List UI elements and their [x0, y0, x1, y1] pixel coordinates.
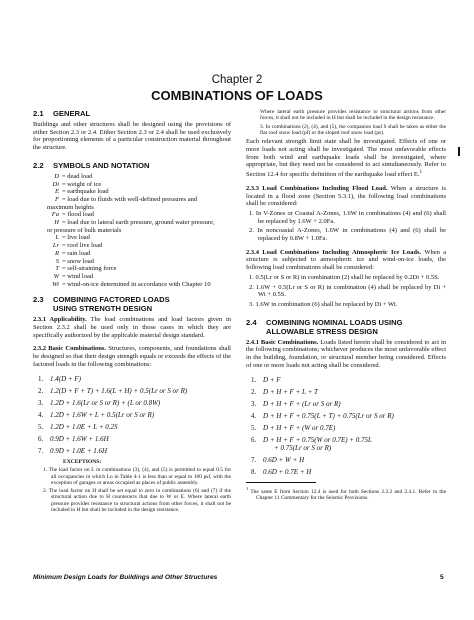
symbol-row: [33, 181, 231, 189]
symbol-definition: = dead load: [62, 172, 93, 180]
equation-number: 1.: [38, 374, 44, 383]
section-2-4-1: 2.4.1 Basic Combinations. Loads listed herein shall be considered to act in the following combinations; whichever produces the most unfavorable effect in the building, foundation, or structural member being considered. Effects of one or more loads not acting shall be considered.: [246, 338, 446, 369]
page-number: 5: [440, 574, 444, 581]
section-heading-2-3: 2.3 COMBINING FACTORED LOADS USING STRENGTH DESIGN: [33, 295, 170, 314]
equation-number: 6.: [38, 434, 44, 443]
symbol-list: [33, 173, 231, 289]
symbol-definition: = wind load: [62, 272, 94, 280]
section-2-3-4: 2.3.4 Load Combinations Including Atmospheric Ice Loads. When a structure is subjected to atmospheric ice and wind-on-ice loads, the following load combinations shall be considered:: [246, 248, 446, 272]
exceptions-title: EXCEPTIONS:: [63, 458, 102, 465]
symbol-row: [33, 173, 231, 181]
strength-equation: [33, 447, 231, 455]
chapter-number: Chapter 2: [211, 74, 263, 86]
footnote-marker: 1: [419, 169, 423, 175]
flood-load-item: 2. In noncoastal A-Zones, 1.6W in combinations (4) and (6) shall be replaced by 0.8W + 1.0Fa.: [249, 227, 446, 243]
asd-equation: [246, 456, 446, 464]
symbol-row: [33, 242, 231, 250]
ice-load-item: 2. 1.6W + 0.5(Lr or S or R) in combination (4) shall be replaced by Di + Wi + 0.5S.: [249, 283, 446, 299]
flood-load-list: [246, 210, 446, 243]
equation-text: D + H + F + (W or 0.7E): [263, 423, 336, 432]
section-2-3-1: 2.3.1 Applicability. The load combinations and load factors given in Section 2.3.2 shall be used only in those cases in which they are specifically authorized by the applicable material design standard.: [33, 316, 232, 339]
equation-number: 7.: [251, 455, 257, 464]
symbol-definition: = load due to fluids with well-defined pressures and: [62, 195, 198, 203]
equation-text: D + H + F + 0.75(L + T) + 0.75(Lr or S or R): [263, 411, 394, 420]
strength-equation: [33, 423, 231, 431]
strength-equation: [33, 375, 231, 383]
equation-number: 8.: [251, 467, 257, 476]
exceptions-list: [33, 467, 231, 513]
ice-load-item: 1. 0.5(Lr or S or R) in combination (2) shall be replaced by 0.2Di + 0.5S.: [249, 273, 440, 281]
symbol-definition: = earthquake load: [62, 188, 109, 196]
symbol-row: [33, 273, 231, 281]
strength-equation-list: [33, 375, 231, 455]
symbol: F: [55, 195, 59, 203]
equation-text: D + F: [263, 375, 281, 384]
asd-equation: [246, 388, 446, 396]
symbol-row: [33, 211, 231, 219]
equation-text: D + H + F + (Lr or S or R): [263, 399, 341, 408]
asd-equation: [246, 376, 446, 384]
asd-equation: [246, 424, 446, 432]
flood-load-item: 1. In V-Zones or Coastal A-Zones, 1.6W in combinations (4) and (6) shall be replaced by 1.6W + 2.0Fa.: [249, 209, 446, 225]
symbol-definition: = wind-on-ice determined in accordance with Chapter 10: [62, 280, 211, 288]
section-2-1-body: Buildings and other structures shall be designed using the provisions of either Section 2.3 or 2.4. Either Section 2.3 or 2.4 shall be used exclusively for proportioning elements of a particular construction material throughout the structure.: [33, 121, 231, 152]
equation-text: 1.2D + 1.0E + L + 0.2S: [50, 422, 118, 431]
equation-text: 1.4(D + F): [50, 374, 81, 383]
symbol: W: [53, 272, 59, 280]
symbol-definition: = weight of ice: [62, 180, 102, 188]
equation-text: 0.6D + W + H: [263, 455, 305, 464]
left-column: [33, 109, 231, 515]
equation-number: 6.: [251, 435, 257, 444]
symbol-definition-cont: or pressure of bulk materials: [47, 226, 122, 234]
footnote: $^1$ The same E from Section 12.4 is used for both Sections 2.3.2 and 2.4.1. Refer to the Chapter 11 Commentary for the Seismic Provisions.: [246, 485, 446, 501]
equation-number: 2.: [251, 387, 257, 396]
symbol-row: [33, 265, 231, 273]
symbol-row: [33, 250, 231, 258]
chapter-header: [0, 74, 474, 104]
ice-load-list: [246, 274, 446, 309]
strength-equation: [33, 411, 231, 419]
strength-limit-paragraph: Each relevant strength limit state shall be investigated. Effects of one or more loads not acting shall be investigated. The most unfavorable effects from both wind and earthquake loads shall be investigated, where appropriate, but they need not be considered to act simultaneously. Refer to Section 12.4 for specific definition of the earthquake load effect E.$^1$: [246, 138, 446, 179]
equation-text-cont: + 0.75(Lr or S or R): [274, 443, 332, 452]
equation-text: 0.9D + 1.0E + 1.6H: [50, 446, 108, 455]
equation-number: 4.: [38, 410, 44, 419]
equation-number: 3.: [38, 398, 44, 407]
equation-number: 1.: [251, 375, 257, 384]
exception-item: 2. The load factor on H shall be set equal to zero in combinations (6) and (7) if the structural action due to H counteracts that due to W or E. Where lateral earth pressure provides resistance to structural actions from other forces, it shall not be included in H but shall be included in the design resistance.: [43, 488, 231, 514]
equation-number: 3.: [251, 399, 257, 408]
equation-text: 1.2D + 1.6W + L + 0.5(Lr or S or R): [50, 410, 155, 419]
symbol: L: [55, 234, 59, 242]
asd-equation: [246, 412, 446, 420]
asd-equation: [246, 436, 446, 452]
symbol-definition: = live load: [62, 234, 90, 242]
symbol-row: [33, 219, 231, 227]
equation-number: 2.: [38, 386, 44, 395]
symbol-row: [33, 281, 231, 289]
symbol-definition: = roof live load: [62, 242, 103, 250]
section-heading-2-4: 2.4 COMBINING NOMINAL LOADS USING ALLOWABLE STRESS DESIGN: [246, 317, 403, 336]
equation-number: 7.: [38, 446, 44, 455]
symbol: Lr: [52, 242, 59, 250]
symbol-row: [33, 196, 231, 204]
symbol: Di: [52, 180, 59, 188]
symbol: R: [55, 249, 59, 257]
asd-equation: [246, 400, 446, 408]
symbol-definition: = self-straining force: [62, 265, 117, 273]
exception-3: 3. In combinations (2), (4), and (5), the companion load S shall be taken as either the flat roof snow load (pf) or the sloped roof snow load (ps).: [260, 123, 446, 136]
symbol-definition: = flood load: [62, 211, 94, 219]
symbol-definition: = rain load: [62, 249, 91, 257]
symbol-row: [33, 258, 231, 266]
section-heading-2-2: 2.2 SYMBOLS AND NOTATION: [33, 160, 150, 170]
footnote-rule: [246, 482, 316, 483]
exception-continuation: Where lateral earth pressure provides resistance to structural actions from other forces, it shall not be included in H but shall be included in the design resistance.: [260, 109, 446, 122]
exception-item: 1. The load factor on L in combinations (3), (4), and (5) is permitted to equal 0.5 for all occupancies in which Lo in Table 4-1 is less than or equal to 100 psf, with the exception of garages or areas occupied as places of public assembly.: [43, 467, 231, 486]
equation-text: 0.6D + 0.7E + H: [263, 467, 312, 476]
equation-number: 5.: [251, 423, 257, 432]
symbol: Fa: [51, 211, 59, 219]
section-heading-2-1: 2.1 GENERAL: [33, 109, 91, 118]
symbol-definition-cont: maximum heights: [47, 203, 94, 211]
strength-equation: [33, 435, 231, 443]
symbol-definition: = snow load: [62, 257, 94, 265]
section-2-3-2: 2.3.2 Basic Combinations. Structures, components, and foundations shall be designed so that their design strength equals or exceeds the effects of the factored loads in the following combinations:: [33, 345, 231, 368]
right-column: [246, 109, 446, 501]
symbol: D: [54, 172, 59, 180]
symbol: E: [55, 188, 59, 196]
symbol: T: [55, 265, 59, 273]
ice-load-item: 3. 1.6W in combination (6) shall be replaced by Di + Wi.: [249, 301, 398, 308]
symbol: H: [54, 219, 59, 227]
strength-equation: [33, 387, 231, 395]
equation-text: D + H + F + 0.75(W or 0.7E) + 0.75L: [263, 435, 372, 444]
revision-bar: [458, 147, 460, 156]
symbol: Wi: [52, 280, 59, 288]
equation-text: 1.2(D + F + T) + 1.6(L + H) + 0.5(Lr or S or R): [50, 386, 188, 395]
equation-number: 5.: [38, 422, 44, 431]
equation-text: 1.2D + 1.6(Lr or S or R) + (L or 0.8W): [50, 398, 161, 407]
equation-number: 4.: [251, 411, 257, 420]
footer-title: Minimum Design Loads for Buildings and Other Structures: [33, 574, 218, 581]
chapter-title: COMBINATIONS OF LOADS: [151, 88, 323, 103]
strength-equation: [33, 399, 231, 407]
equation-text: 0.9D + 1.6W + 1.6H: [50, 434, 109, 443]
section-2-3-3: 2.3.3 Load Combinations Including Flood Load. When a structure is located in a flood zone (Section 5.3.1), the following load combinations shall be considered:: [246, 184, 446, 208]
asd-equation-list: [246, 376, 446, 476]
asd-equation: [246, 468, 446, 476]
equation-text: D + H + F + L + T: [263, 387, 318, 396]
symbol: S: [55, 257, 59, 265]
symbol-definition: = load due to lateral earth pressure, ground water pressure,: [62, 219, 215, 227]
symbol-row: [33, 234, 231, 242]
symbol-row: [33, 188, 231, 196]
